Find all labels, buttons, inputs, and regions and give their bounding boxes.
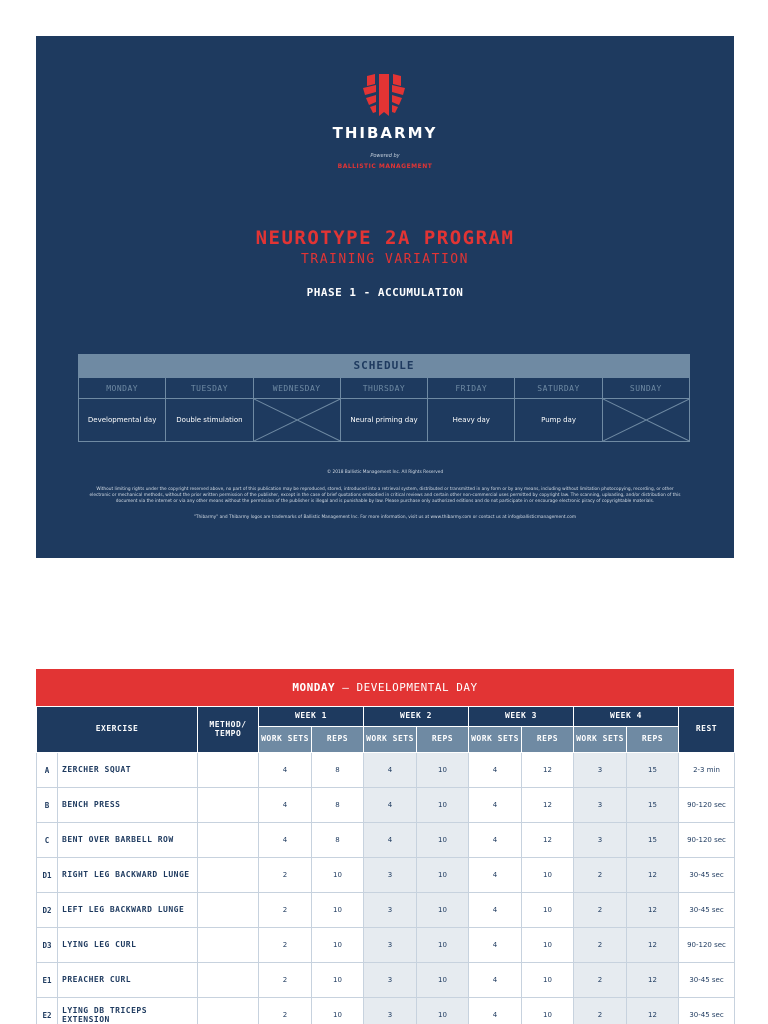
rest-column-header: REST xyxy=(679,707,735,753)
week4-reps: 15 xyxy=(627,788,679,823)
thibarmy-logo-icon xyxy=(361,72,407,118)
week2-sets: 3 xyxy=(364,893,417,928)
method-cell xyxy=(198,858,259,893)
rest-day-cross-icon xyxy=(254,399,340,441)
reps-header: REPS xyxy=(627,727,679,753)
schedule-cell: Pump day xyxy=(515,399,602,442)
week2-sets: 4 xyxy=(364,788,417,823)
method-cell xyxy=(198,823,259,858)
week4-reps: 12 xyxy=(627,858,679,893)
week3-sets: 4 xyxy=(469,998,522,1024)
schedule-day-header: FRIDAY xyxy=(428,378,515,399)
exercise-code: D3 xyxy=(37,928,58,963)
exercise-code: C xyxy=(37,823,58,858)
week3-sets: 4 xyxy=(469,753,522,788)
trademark-notice: "Thibarmy" and Thibarmy logos are trademarks of Ballistic Management Inc. For more information, visit us at www.thibarmy.com or contact us at info@ballisticmanagement.com xyxy=(193,515,577,520)
week1-reps: 10 xyxy=(312,893,364,928)
week2-reps: 10 xyxy=(417,753,469,788)
week1-reps: 8 xyxy=(312,788,364,823)
partner-name: BALLISTIC MANAGEMENT xyxy=(337,163,433,170)
exercise-name: BENT OVER BARBELL ROW xyxy=(58,823,198,858)
exercise-code: D1 xyxy=(37,858,58,893)
week1-reps: 8 xyxy=(312,753,364,788)
schedule-cell: Heavy day xyxy=(428,399,515,442)
week2-sets: 4 xyxy=(364,753,417,788)
exercise-name: LYING DB TRICEPS EXTENSION xyxy=(58,998,198,1024)
copyright-line: © 2018 Ballistic Management Inc. All Rights Reserved xyxy=(326,470,444,475)
week4-reps: 15 xyxy=(627,753,679,788)
week4-sets: 2 xyxy=(574,963,627,998)
week3-reps: 10 xyxy=(522,963,574,998)
exercise-code: A xyxy=(37,753,58,788)
schedule-cell: Neural priming day xyxy=(340,399,427,442)
week-header: WEEK 2 xyxy=(364,707,469,727)
week3-sets: 4 xyxy=(469,963,522,998)
week4-reps: 12 xyxy=(627,893,679,928)
week3-sets: 4 xyxy=(469,893,522,928)
legal-notice: Without limiting rights under the copyright reserved above, no part of this publication may be reproduced, stored, introduced into a retrieval system, distributed or transmitted in any form or by any means, including without limitation photocopying, recording, or other electronic or mechanical methods, without the prior written permission of the publisher, except in the case of brief quotations embodied in critical reviews and certain other non-commercial uses permitted by copyright law. The scanning, uploading, and/or distribution of this document via the internet or via any other means without the permission of the publisher is illegal and is punishable by law. Please purchase only authorized editions and do not participate in or encourage electronic piracy of copyrightable materials. xyxy=(89,487,681,504)
powered-by-label: Powered by xyxy=(370,153,400,159)
week2-reps: 10 xyxy=(417,788,469,823)
week1-reps: 10 xyxy=(312,963,364,998)
schedule-cell: Developmental day xyxy=(79,399,166,442)
week2-sets: 3 xyxy=(364,998,417,1024)
rest-cell: 2-3 min xyxy=(679,753,735,788)
week-header: WEEK 4 xyxy=(574,707,679,727)
week4-sets: 2 xyxy=(574,998,627,1024)
week2-sets: 3 xyxy=(364,928,417,963)
week3-reps: 12 xyxy=(522,753,574,788)
schedule-day-header: WEDNESDAY xyxy=(253,378,340,399)
work-sets-header: WORK SETS xyxy=(259,727,312,753)
exercise-name: BENCH PRESS xyxy=(58,788,198,823)
exercise-name: RIGHT LEG BACKWARD LUNGE xyxy=(58,858,198,893)
week3-reps: 10 xyxy=(522,998,574,1024)
week4-sets: 2 xyxy=(574,893,627,928)
schedule-grid xyxy=(78,377,690,442)
week4-sets: 3 xyxy=(574,788,627,823)
week3-reps: 12 xyxy=(522,788,574,823)
program-subtitle: TRAINING VARIATION xyxy=(301,252,469,267)
method-cell xyxy=(198,893,259,928)
week1-sets: 2 xyxy=(259,858,312,893)
schedule-day-header: MONDAY xyxy=(79,378,166,399)
schedule-cell-rest-day xyxy=(602,399,689,442)
week3-sets: 4 xyxy=(469,823,522,858)
exercise-name: LYING LEG CURL xyxy=(58,928,198,963)
exercise-name: PREACHER CURL xyxy=(58,963,198,998)
work-sets-header: WORK SETS xyxy=(469,727,522,753)
day-focus: DEVELOPMENTAL DAY xyxy=(356,681,478,694)
week1-sets: 2 xyxy=(259,963,312,998)
rest-cell: 30-45 sec xyxy=(679,893,735,928)
week1-sets: 4 xyxy=(259,823,312,858)
week4-sets: 3 xyxy=(574,753,627,788)
work-sets-header: WORK SETS xyxy=(364,727,417,753)
exercise-code: E1 xyxy=(37,963,58,998)
week-header: WEEK 3 xyxy=(469,707,574,727)
week2-reps: 10 xyxy=(417,893,469,928)
week4-sets: 2 xyxy=(574,858,627,893)
week4-reps: 15 xyxy=(627,823,679,858)
reps-header: REPS xyxy=(417,727,469,753)
rest-day-cross-icon xyxy=(603,399,689,441)
rest-cell: 30-45 sec xyxy=(679,858,735,893)
table-row xyxy=(37,858,735,893)
work-sets-header: WORK SETS xyxy=(574,727,627,753)
table-row xyxy=(37,998,735,1024)
monday-workout xyxy=(36,669,734,1024)
exercise-code: B xyxy=(37,788,58,823)
reps-header: REPS xyxy=(522,727,574,753)
method-cell xyxy=(198,788,259,823)
week1-reps: 8 xyxy=(312,823,364,858)
week4-reps: 12 xyxy=(627,928,679,963)
week3-reps: 10 xyxy=(522,858,574,893)
method-cell xyxy=(198,753,259,788)
week4-reps: 12 xyxy=(627,998,679,1024)
method-column-header: METHOD/ TEMPO xyxy=(198,707,259,753)
week2-reps: 10 xyxy=(417,823,469,858)
brand-name: THIBARMY xyxy=(332,124,438,142)
week2-sets: 3 xyxy=(364,858,417,893)
reps-header: REPS xyxy=(312,727,364,753)
week3-sets: 4 xyxy=(469,788,522,823)
week1-sets: 4 xyxy=(259,753,312,788)
week3-reps: 10 xyxy=(522,893,574,928)
exercise-name: ZERCHER SQUAT xyxy=(58,753,198,788)
table-row xyxy=(37,823,735,858)
schedule-day-header: THURSDAY xyxy=(340,378,427,399)
week1-sets: 2 xyxy=(259,893,312,928)
phase-label: PHASE 1 - ACCUMULATION xyxy=(306,286,464,299)
table-row xyxy=(37,963,735,998)
week3-sets: 4 xyxy=(469,928,522,963)
schedule-day-header: TUESDAY xyxy=(166,378,253,399)
week-header: WEEK 1 xyxy=(259,707,364,727)
rest-cell: 90-120 sec xyxy=(679,928,735,963)
week1-sets: 2 xyxy=(259,928,312,963)
schedule-day-header: SUNDAY xyxy=(602,378,689,399)
method-cell xyxy=(198,928,259,963)
table-row xyxy=(37,928,735,963)
program-title: NEUROTYPE 2A PROGRAM xyxy=(255,227,515,249)
header-separator: – xyxy=(335,681,357,694)
week3-reps: 12 xyxy=(522,823,574,858)
schedule-cell: Double stimulation xyxy=(166,399,253,442)
exercise-table xyxy=(36,706,735,1024)
week2-reps: 10 xyxy=(417,963,469,998)
rest-cell: 30-45 sec xyxy=(679,998,735,1024)
table-row xyxy=(37,788,735,823)
rest-cell: 90-120 sec xyxy=(679,823,735,858)
week1-sets: 2 xyxy=(259,998,312,1024)
monday-header xyxy=(36,669,734,706)
exercise-code: D2 xyxy=(37,893,58,928)
week1-reps: 10 xyxy=(312,998,364,1024)
week1-reps: 10 xyxy=(312,858,364,893)
week1-reps: 10 xyxy=(312,928,364,963)
rest-cell: 90-120 sec xyxy=(679,788,735,823)
schedule-title: SCHEDULE xyxy=(78,354,690,377)
cover-page xyxy=(36,36,734,558)
table-row xyxy=(37,893,735,928)
exercise-name: LEFT LEG BACKWARD LUNGE xyxy=(58,893,198,928)
week2-reps: 10 xyxy=(417,998,469,1024)
week2-sets: 3 xyxy=(364,963,417,998)
method-cell xyxy=(198,963,259,998)
week4-reps: 12 xyxy=(627,963,679,998)
week2-reps: 10 xyxy=(417,858,469,893)
schedule-day-header: SATURDAY xyxy=(515,378,602,399)
method-cell xyxy=(198,998,259,1024)
week3-sets: 4 xyxy=(469,858,522,893)
schedule-table xyxy=(78,354,690,442)
day-name: MONDAY xyxy=(292,681,336,694)
week4-sets: 2 xyxy=(574,928,627,963)
week3-reps: 10 xyxy=(522,928,574,963)
schedule-cell-rest-day xyxy=(253,399,340,442)
exercise-column-header: EXERCISE xyxy=(37,707,198,753)
week1-sets: 4 xyxy=(259,788,312,823)
rest-cell: 30-45 sec xyxy=(679,963,735,998)
exercise-code: E2 xyxy=(37,998,58,1024)
week2-sets: 4 xyxy=(364,823,417,858)
table-row xyxy=(37,753,735,788)
week4-sets: 3 xyxy=(574,823,627,858)
week2-reps: 10 xyxy=(417,928,469,963)
